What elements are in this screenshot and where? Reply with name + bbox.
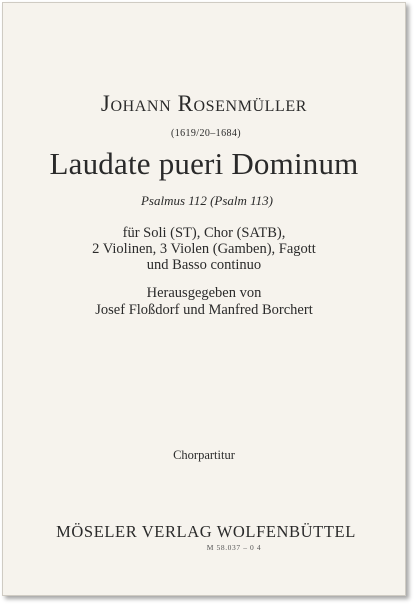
scoring-line: und Basso continuo [146,257,262,273]
composer-dates: (1619/20–1684) [170,128,242,139]
publisher-name: MÖSELER VERLAG WOLFENBÜTTEL [56,522,356,541]
work-subtitle: Psalmus 112 (Psalm 113) [140,193,274,208]
composer-name: Johann Rosenmüller [100,91,308,116]
edition-type: Chorpartitur [173,448,235,462]
editors-block [3,285,405,319]
editors-names: Josef Floßdorf und Manfred Borchert [95,302,313,318]
catalog-number: M 58.037 – 0 4 [206,543,262,552]
scoring-line: für Soli (ST), Chor (SATB), [122,225,286,241]
editors-heading: Herausgegeben von [146,285,262,301]
scoring-block [3,225,405,273]
work-title: Laudate pueri Dominum [49,146,359,181]
scoring-line: 2 Violinen, 3 Violen (Gamben), Fagott [92,241,316,257]
score-cover [2,2,406,596]
